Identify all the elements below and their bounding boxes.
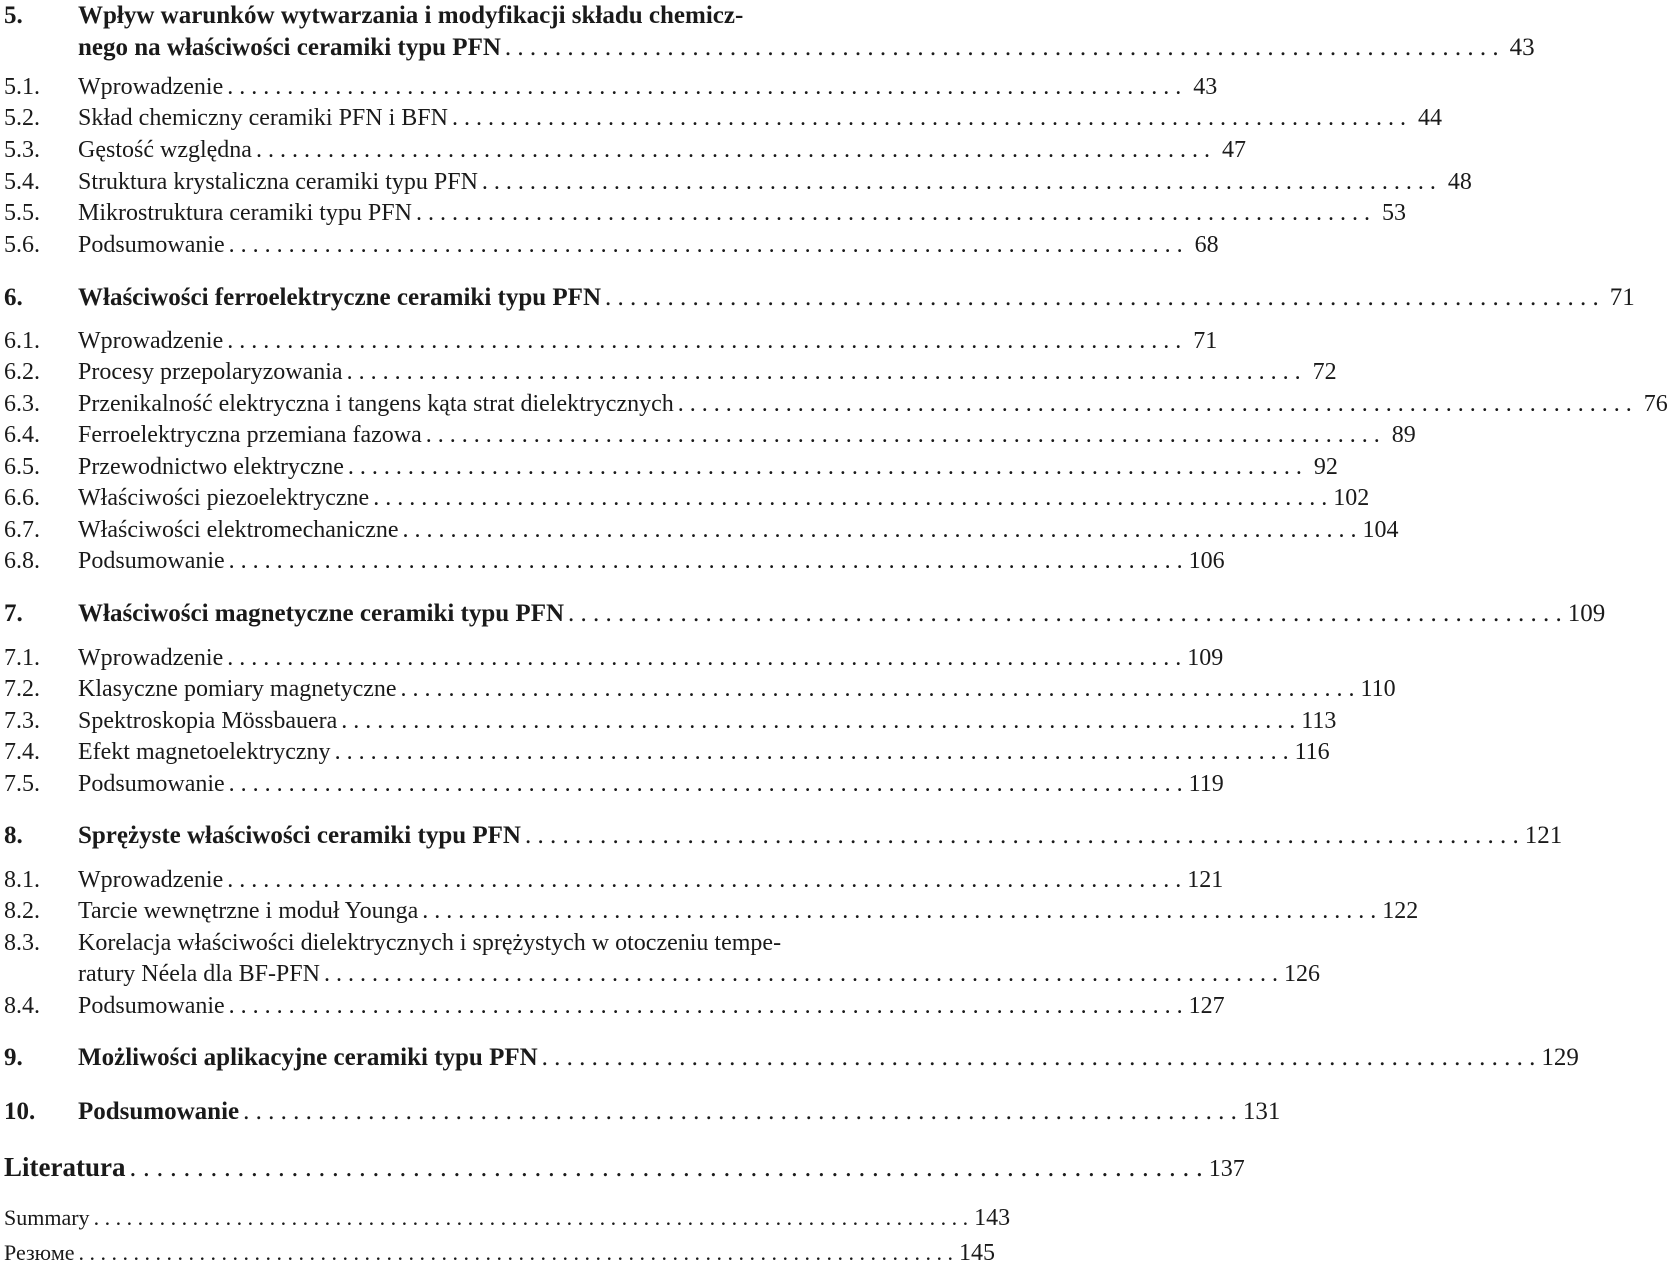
toc-entry[interactable] [4,105,1442,132]
toc-entry-title: nego na właściwości ceramiki typu PFN [78,34,501,61]
dot-leader: . . . . . . . . . . . . . . . . . . . . . . . . . . . . . . . . . . . . . . . . . . . . . . . . . . . . . . . . . . . . . . . . . . . . . . . . . . . . . . . . [323,961,1278,987]
toc-entry[interactable] [4,867,1224,894]
toc-entry-number: 6.4. [4,422,40,448]
toc-entry-title: Summary [4,1205,90,1230]
dot-leader: . . . . . . . . . . . . . . . . . . . . . . . . . . . . . . . . . . . . . . . . . . . . . . . . . . . . . . . . . . . . . . . . . . . . . . . . . . . . . . . . [422,898,1377,924]
toc-entry-page: 110 [1360,676,1396,702]
toc-entry[interactable] [4,1044,1579,1072]
toc-entry-page: 89 [1391,422,1416,448]
toc-entry-number: 8.1. [4,867,40,893]
toc-entry[interactable] [4,485,1370,512]
toc-entry[interactable] [4,739,1330,766]
dot-leader: . . . . . . . . . . . . . . . . . . . . . . . . . . . . . . . . . . . . . . . . . . . . . . . . . . . . . . . . . . . . . . . . . . . . . . . . . . . . . . . . [481,169,1436,195]
toc-entry-number: 8.4. [4,993,40,1019]
dot-leader: . . . . . . . . . . . . . . . . . . . . . . . . . . . . . . . . . . . . . . . . . . . . . . . . . . . . . . . . . . . . . . . . . . . . . . . . . . . . . . . . [605,284,1599,311]
toc-entry-page: 43 [1509,34,1535,61]
dot-leader: . . . . . . . . . . . . . . . . . . . . . . . . . . . . . . . . . . . . . . . . . . . . . . . . . . . . . . . . . . . . . . . . . . . . . . . . . . . . . . . . [129,1152,1203,1182]
toc-entry[interactable] [4,771,1224,798]
toc-entry[interactable] [4,169,1472,196]
toc-entry[interactable] [4,74,1218,101]
toc-entry-number: 5.2. [4,105,40,131]
toc-entry[interactable] [4,454,1338,481]
dot-leader: . . . . . . . . . . . . . . . . . . . . . . . . . . . . . . . . . . . . . . . . . . . . . . . . . . . . . . . . . . . . . . . . . . . . . . . . . . . . . . . . [568,600,1562,627]
toc-entry[interactable] [4,1152,1245,1183]
toc-entry[interactable] [4,1240,996,1267]
dot-leader: . . . . . . . . . . . . . . . . . . . . . . . . . . . . . . . . . . . . . . . . . . . . . . . . . . . . . . . . . . . . . . . . . . . . . . . . . . . . . . . . [227,867,1182,893]
toc-entry[interactable] [4,200,1406,227]
toc-entry-number: 7. [4,600,23,627]
toc-entry-page: 68 [1194,232,1219,258]
toc-entry-title: Podsumowanie [78,993,225,1019]
toc-entry-title: ratury Néela dla BF-PFN [78,961,320,987]
toc-entry[interactable] [4,548,1225,575]
toc-entry-title: Przewodnictwo elektryczne [78,454,344,480]
toc-entry-title-line1: Wpływ warunków wytwarzania i modyfikacji składu chemicz- [78,2,744,29]
toc-entry-number: 8. [4,822,23,849]
toc-entry-number: 6.8. [4,548,40,574]
toc-entry-title: Właściwości elektromechaniczne [78,517,399,543]
toc-entry-title: Wprowadzenie [78,645,224,671]
dot-leader: . . . . . . . . . . . . . . . . . . . . . . . . . . . . . . . . . . . . . . . . . . . . . . . . . . . . . . . . . . . . . . . . . . . . . . . . . . . . . . . . [451,105,1406,131]
toc-entry-title: Wprowadzenie [78,328,224,354]
toc-entry-page: 102 [1333,485,1370,511]
toc-entry-page: 71 [1609,284,1635,311]
toc-entry-page: 145 [959,1240,996,1266]
toc-entry-number: 6.3. [4,391,40,417]
toc-entry-number: 5.4. [4,169,40,195]
toc-entry-page: 113 [1301,708,1337,734]
toc-entry-title-line1: Korelacja właściwości dielektrycznych i sprężystych w otoczeniu tempe- [78,930,782,956]
toc-entry[interactable] [4,993,1225,1020]
toc-entry-number: 6.5. [4,454,40,480]
toc-entry-title: Klasyczne pomiary magnetyczne [78,676,397,702]
toc-entry[interactable] [4,1098,1281,1126]
dot-leader: . . . . . . . . . . . . . . . . . . . . . . . . . . . . . . . . . . . . . . . . . . . . . . . . . . . . . . . . . . . . . . . . . . . . . . . . . . . . . . . . [415,200,1370,226]
toc-entry-title: Procesy przepolaryzowania [78,359,343,385]
toc-entry-page: 92 [1313,454,1338,480]
toc-entry-title: Skład chemiczny ceramiki PFN i BFN [78,105,448,131]
dot-leader: . . . . . . . . . . . . . . . . . . . . . . . . . . . . . . . . . . . . . . . . . . . . . . . . . . . . . . . . . . . . . . . . . . . . . . . . . . . . . . . . [541,1044,1536,1071]
dot-leader: . . . . . . . . . . . . . . . . . . . . . . . . . . . . . . . . . . . . . . . . . . . . . . . . . . . . . . . . . . . . . . . . . . . . . . . . . . . . . . . . [228,771,1183,797]
dot-leader: . . . . . . . . . . . . . . . . . . . . . . . . . . . . . . . . . . . . . . . . . . . . . . . . . . . . . . . . . . . . . . . . . . . . . . . . . . . . . . . . [227,74,1182,100]
toc-entry-title: Резюме [4,1240,75,1265]
toc-entry-title: Podsumowanie [78,771,225,797]
toc-entry[interactable] [4,391,1668,418]
toc-entry-page: 106 [1188,548,1225,574]
toc-entry[interactable] [4,1205,1011,1232]
toc-entry-title: Sprężyste właściwości ceramiki typu PFN [78,822,521,849]
toc-entry-number: 6.6. [4,485,40,511]
toc-entry-title: Podsumowanie [78,548,225,574]
toc-entry[interactable] [4,708,1337,735]
toc-entry[interactable] [4,34,1535,62]
toc-entry-page: 47 [1221,137,1246,163]
toc-entry-page: 104 [1362,517,1399,543]
dot-leader: . . . . . . . . . . . . . . . . . . . . . . . . . . . . . . . . . . . . . . . . . . . . . . . . . . . . . . . . . . . . . . . . . . . . . . . . . . . . . . . . [346,359,1301,385]
toc-entry-number: 7.5. [4,771,40,797]
dot-leader: . . . . . . . . . . . . . . . . . . . . . . . . . . . . . . . . . . . . . . . . . . . . . . . . . . . . . . . . . . . . . . . . . . . . . . . . . . . . . . . . [255,137,1210,163]
toc-entry-title: Tarcie wewnętrzne i moduł Younga [78,898,419,924]
toc-entry-page: 137 [1208,1156,1245,1182]
toc-entry[interactable] [4,600,1606,628]
toc-entry-title: Podsumowanie [78,232,225,258]
toc-entry-page: 121 [1524,822,1563,849]
toc-entry-title: Właściwości piezoelektryczne [78,485,370,511]
toc-entry[interactable] [4,359,1337,386]
toc-entry[interactable] [4,137,1246,164]
toc-entry-number: 9. [4,1044,23,1071]
dot-leader: . . . . . . . . . . . . . . . . . . . . . . . . . . . . . . . . . . . . . . . . . . . . . . . . . . . . . . . . . . . . . . . . . . . . . . . . . . . . . . . . [78,1240,954,1265]
toc-entry-page: 131 [1242,1098,1281,1125]
toc-entry-title: Ferroelektryczna przemiana fazowa [78,422,422,448]
toc-entry-number: 5.5. [4,200,40,226]
dot-leader: . . . . . . . . . . . . . . . . . . . . . . . . . . . . . . . . . . . . . . . . . . . . . . . . . . . . . . . . . . . . . . . . . . . . . . . . . . . . . . . . [243,1098,1237,1125]
dot-leader: . . . . . . . . . . . . . . . . . . . . . . . . . . . . . . . . . . . . . . . . . . . . . . . . . . . . . . . . . . . . . . . . . . . . . . . . . . . . . . . . [228,232,1183,258]
toc-entry[interactable] [4,898,1419,925]
dot-leader: . . . . . . . . . . . . . . . . . . . . . . . . . . . . . . . . . . . . . . . . . . . . . . . . . . . . . . . . . . . . . . . . . . . . . . . . . . . . . . . . [227,328,1182,354]
toc-entry-title: Właściwości ferroelektryczne ceramiki typu PFN [78,284,601,311]
toc-entry-title: Spektroskopia Mössbauera [78,708,338,734]
toc-entry-number: 8.3. [4,930,40,956]
toc-entry[interactable] [4,676,1396,703]
dot-leader: . . . . . . . . . . . . . . . . . . . . . . . . . . . . . . . . . . . . . . . . . . . . . . . . . . . . . . . . . . . . . . . . . . . . . . . . . . . . . . . . [227,645,1182,671]
dot-leader: . . . . . . . . . . . . . . . . . . . . . . . . . . . . . . . . . . . . . . . . . . . . . . . . . . . . . . . . . . . . . . . . . . . . . . . . . . . . . . . . [504,34,1499,61]
toc-entry-title: Podsumowanie [78,1098,240,1125]
toc-entry-page: 122 [1382,898,1419,924]
toc-entry-number: 5.1. [4,74,40,100]
toc-entry[interactable] [4,517,1399,544]
dot-leader: . . . . . . . . . . . . . . . . . . . . . . . . . . . . . . . . . . . . . . . . . . . . . . . . . . . . . . . . . . . . . . . . . . . . . . . . . . . . . . . . [228,548,1183,574]
toc-entry-number: 6.7. [4,517,40,543]
toc-entry-title: Gęstość względna [78,137,252,163]
dot-leader: . . . . . . . . . . . . . . . . . . . . . . . . . . . . . . . . . . . . . . . . . . . . . . . . . . . . . . . . . . . . . . . . . . . . . . . . . . . . . . . . [334,739,1289,765]
toc-entry-number: 5.3. [4,137,40,163]
toc-entry-page: 71 [1193,328,1218,354]
toc-entry-title: Efekt magnetoelektryczny [78,739,331,765]
toc-entry-page: 109 [1567,600,1606,627]
dot-leader: . . . . . . . . . . . . . . . . . . . . . . . . . . . . . . . . . . . . . . . . . . . . . . . . . . . . . . . . . . . . . . . . . . . . . . . . . . . . . . . . [402,517,1357,543]
toc-entry-title: Wprowadzenie [78,74,224,100]
toc-entry[interactable] [4,232,1219,259]
toc-entry-page: 119 [1188,771,1224,797]
toc-entry[interactable] [4,422,1416,449]
toc-entry-page: 109 [1187,645,1224,671]
toc-entry[interactable] [4,961,1320,988]
toc-entry-number: 8.2. [4,898,40,924]
toc-entry-page: 129 [1541,1044,1579,1071]
toc-entry-page: 126 [1283,961,1320,987]
dot-leader: . . . . . . . . . . . . . . . . . . . . . . . . . . . . . . . . . . . . . . . . . . . . . . . . . . . . . . . . . . . . . . . . . . . . . . . . . . . . . . . . [373,485,1328,511]
toc-entry-page: 121 [1187,867,1224,893]
toc-entry-number: 5. [4,2,23,29]
toc-entry-line1 [4,2,960,30]
toc-entry[interactable] [4,645,1224,672]
dot-leader: . . . . . . . . . . . . . . . . . . . . . . . . . . . . . . . . . . . . . . . . . . . . . . . . . . . . . . . . . . . . . . . . . . . . . . . . . . . . . . . . [341,708,1296,734]
dot-leader: . . . . . . . . . . . . . . . . . . . . . . . . . . . . . . . . . . . . . . . . . . . . . . . . . . . . . . . . . . . . . . . . . . . . . . . . . . . . . . . . [524,822,1519,849]
toc-entry-title: Literatura [4,1152,126,1182]
toc-entry[interactable] [4,328,1218,355]
toc-entry-number: 10. [4,1098,36,1125]
toc-entry-number: 7.2. [4,676,40,702]
toc-entry-page: 143 [974,1205,1011,1231]
toc-entry[interactable] [4,284,1635,312]
toc-entry[interactable] [4,822,1563,850]
toc-entry-title: Właściwości magnetyczne ceramiki typu PFN [78,600,565,627]
toc-entry-page: 43 [1193,74,1218,100]
toc-entry-page: 127 [1188,993,1225,1019]
toc-entry-page: 72 [1312,359,1337,385]
toc-entry-page: 48 [1447,169,1472,195]
dot-leader: . . . . . . . . . . . . . . . . . . . . . . . . . . . . . . . . . . . . . . . . . . . . . . . . . . . . . . . . . . . . . . . . . . . . . . . . . . . . . . . . [425,422,1380,448]
dot-leader: . . . . . . . . . . . . . . . . . . . . . . . . . . . . . . . . . . . . . . . . . . . . . . . . . . . . . . . . . . . . . . . . . . . . . . . . . . . . . . . . [677,391,1632,417]
dot-leader: . . . . . . . . . . . . . . . . . . . . . . . . . . . . . . . . . . . . . . . . . . . . . . . . . . . . . . . . . . . . . . . . . . . . . . . . . . . . . . . . [228,993,1183,1019]
toc-entry-number: 7.1. [4,645,40,671]
toc-entry-title: Możliwości aplikacyjne ceramiki typu PFN [78,1044,538,1071]
toc-entry-title: Mikrostruktura ceramiki typu PFN [78,200,412,226]
dot-leader: . . . . . . . . . . . . . . . . . . . . . . . . . . . . . . . . . . . . . . . . . . . . . . . . . . . . . . . . . . . . . . . . . . . . . . . . . . . . . . . . [347,454,1302,480]
toc-entry-page: 44 [1417,105,1442,131]
toc-entry-page: 53 [1381,200,1406,226]
dot-leader: . . . . . . . . . . . . . . . . . . . . . . . . . . . . . . . . . . . . . . . . . . . . . . . . . . . . . . . . . . . . . . . . . . . . . . . . . . . . . . . . [93,1205,969,1230]
toc-entry-number: 6.2. [4,359,40,385]
toc-entry-title: Przenikalność elektryczna i tangens kąta strat dielektrycznych [78,391,674,417]
toc-entry-page: 116 [1294,739,1330,765]
toc-entry-title: Wprowadzenie [78,867,224,893]
toc-entry-page: 76 [1643,391,1668,417]
toc-entry-number: 6.1. [4,328,40,354]
toc-entry-title: Struktura krystaliczna ceramiki typu PFN [78,169,478,195]
toc-entry-number: 7.4. [4,739,40,765]
toc-entry-line1 [4,930,960,957]
toc-entry-number: 5.6. [4,232,40,258]
toc-entry-number: 7.3. [4,708,40,734]
dot-leader: . . . . . . . . . . . . . . . . . . . . . . . . . . . . . . . . . . . . . . . . . . . . . . . . . . . . . . . . . . . . . . . . . . . . . . . . . . . . . . . . [400,676,1355,702]
toc-entry-number: 6. [4,284,23,311]
